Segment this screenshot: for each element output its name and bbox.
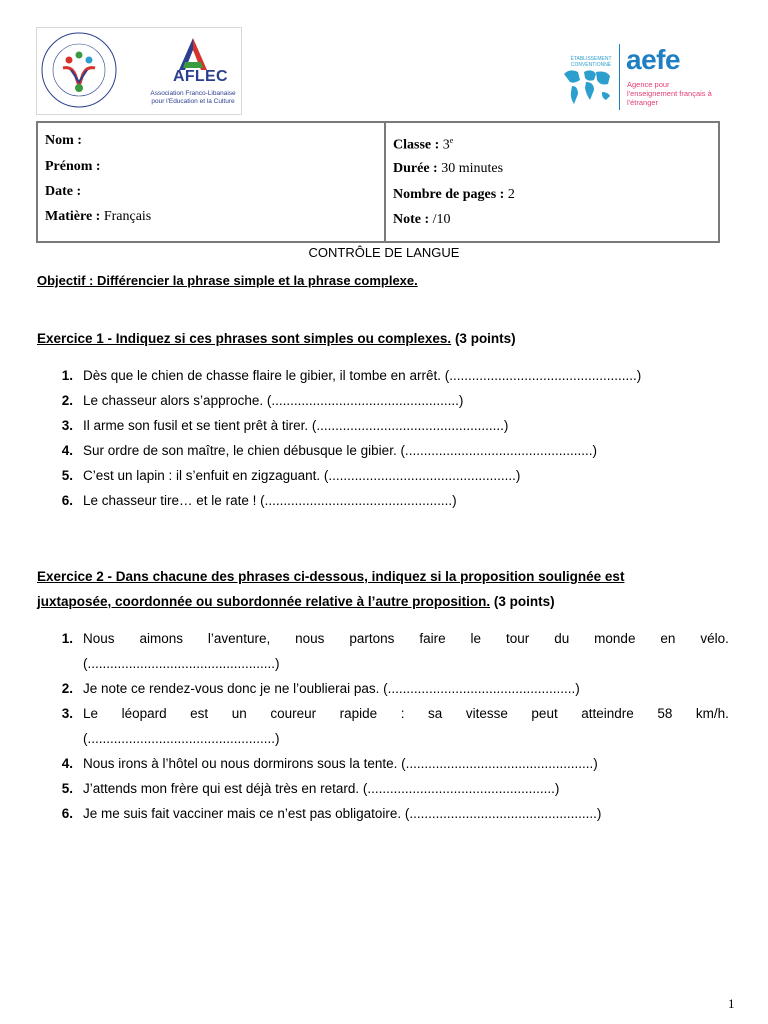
- item-number: 2.: [61, 681, 73, 696]
- item-text: Je me suis fait vacciner mais ce n’est pas obligatoire. (..................................................): [83, 806, 602, 821]
- word: le: [470, 631, 482, 646]
- note-value: /10: [432, 212, 451, 227]
- item-text: Il arme son fusil et se tient prêt à tirer. (..................................................): [83, 418, 509, 433]
- item-text-justified: [83, 631, 729, 646]
- pages-label: Nombre de pages :: [393, 187, 505, 202]
- matiere-row: [45, 209, 151, 225]
- item-blank: (..................................................): [83, 731, 280, 746]
- page-number: 1: [728, 996, 735, 1011]
- item-text-justified: [83, 706, 729, 721]
- word: vitesse: [465, 706, 508, 721]
- item-text: Sur ordre de son maître, le chien débusque le gibier. (..................................................): [83, 443, 597, 458]
- note-label: Note :: [393, 212, 430, 227]
- word: nous: [295, 631, 325, 646]
- word: l’aventure,: [207, 631, 271, 646]
- item-text: Le chasseur alors s’approche. (..................................................): [83, 393, 464, 408]
- student-info-table: [36, 121, 720, 243]
- aefe-tagline: Agence pour l'enseignement français à l'étranger: [627, 80, 712, 107]
- item-number: 3.: [61, 706, 73, 721]
- duree-row: [393, 161, 503, 177]
- item-text: Je note ce rendez-vous donc je ne l’oublierai pas. (..................................................): [83, 681, 580, 696]
- prenom-label: Prénom :: [45, 159, 101, 174]
- exercice2-line1: [37, 564, 729, 589]
- item-text: Dès que le chien de chasse flaire le gibier, il tombe en arrêt. (..................................................): [83, 368, 642, 383]
- word: un: [231, 706, 247, 721]
- school-seal-icon: [39, 30, 119, 110]
- date-label: Date :: [45, 184, 82, 199]
- word: partons: [349, 631, 395, 646]
- item-text: Le chasseur tire… et le rate ! (..................................................): [83, 493, 457, 508]
- word: 58: [657, 706, 673, 721]
- word: monde: [594, 631, 636, 646]
- word: léopard: [121, 706, 167, 721]
- aefe-logo: [560, 44, 710, 114]
- school-logo-box: [36, 27, 242, 115]
- exercice2-instruction-line1: Exercice 2 - Dans chacune des phrases ci-dessous, indiquez si la proposition soulignée est: [37, 569, 625, 584]
- exercice1-instruction: Exercice 1 - Indiquez si ces phrases sont simples ou complexes.: [37, 331, 452, 346]
- item-text: Nous irons à l’hôtel ou nous dormirons sous la tente. (..................................................): [83, 756, 598, 771]
- pages-value: 2: [507, 187, 515, 202]
- item-number: 4.: [61, 756, 73, 771]
- word: du: [554, 631, 570, 646]
- item-blank: (..................................................): [83, 656, 280, 671]
- word: rapide: [339, 706, 378, 721]
- duree-value: 30 minutes: [441, 161, 504, 176]
- item-number: 3.: [61, 418, 73, 433]
- matiere-label: Matière :: [45, 209, 101, 224]
- item-number: 1.: [61, 368, 73, 383]
- matiere-value: Français: [103, 209, 152, 224]
- aefe-conventionne: ÉTABLISSEMENT CONVENTIONNÉ: [570, 56, 612, 68]
- pages-row: [393, 187, 515, 203]
- world-map-icon: [560, 64, 614, 108]
- word: Nous: [83, 631, 115, 646]
- item-text: C’est un lapin : il s’enfuit en zigzaguant. (..................................................): [83, 468, 521, 483]
- word: Le: [83, 706, 99, 721]
- item-number: 1.: [61, 631, 73, 646]
- word: :: [400, 706, 405, 721]
- item-number: 4.: [61, 443, 73, 458]
- note-row: [393, 212, 451, 228]
- word: km/h.: [695, 706, 729, 721]
- word: en: [660, 631, 676, 646]
- classe-row: [393, 136, 453, 154]
- exercice2-instruction-line2: juxtaposée, coordonnée ou subordonnée relative à l’autre proposition.: [37, 594, 491, 609]
- aefe-separator: [619, 44, 620, 110]
- nom-label: Nom :: [45, 133, 82, 148]
- duree-label: Durée :: [393, 161, 438, 176]
- exercice2-title: [37, 564, 729, 614]
- item-number: 5.: [61, 781, 73, 796]
- aefe-name: aefe: [626, 44, 681, 75]
- aflec-name: AFLEC: [173, 68, 228, 85]
- word: aimons: [139, 631, 183, 646]
- exercice2-points: (3 points): [493, 594, 555, 609]
- word: peut: [531, 706, 558, 721]
- exercice1-title: [37, 326, 729, 351]
- aflec-subtitle: Association Franco-Libanaise pour l'Education et la Culture: [150, 90, 236, 105]
- word: vélo.: [700, 631, 729, 646]
- exercice2-line2: [37, 589, 729, 614]
- objective: Objectif : Différencier la phrase simple et la phrase complexe.: [37, 273, 418, 288]
- item-text: J’attends mon frère qui est déjà très en retard. (..................................................): [83, 781, 560, 796]
- word: coureur: [270, 706, 317, 721]
- classe-label: Classe :: [393, 137, 440, 153]
- word: est: [190, 706, 209, 721]
- classe-sup: e: [449, 136, 454, 145]
- item-number: 5.: [61, 468, 73, 483]
- word: tour: [506, 631, 530, 646]
- item-number: 6.: [61, 806, 73, 821]
- word: sa: [428, 706, 443, 721]
- word: atteindre: [581, 706, 634, 721]
- classe-value: 3: [442, 137, 450, 153]
- word: faire: [419, 631, 446, 646]
- item-number: 6.: [61, 493, 73, 508]
- table-divider: [384, 123, 386, 241]
- item-number: 2.: [61, 393, 73, 408]
- controle-title: CONTRÔLE DE LANGUE: [308, 245, 460, 260]
- exercice1-points: (3 points): [454, 331, 516, 346]
